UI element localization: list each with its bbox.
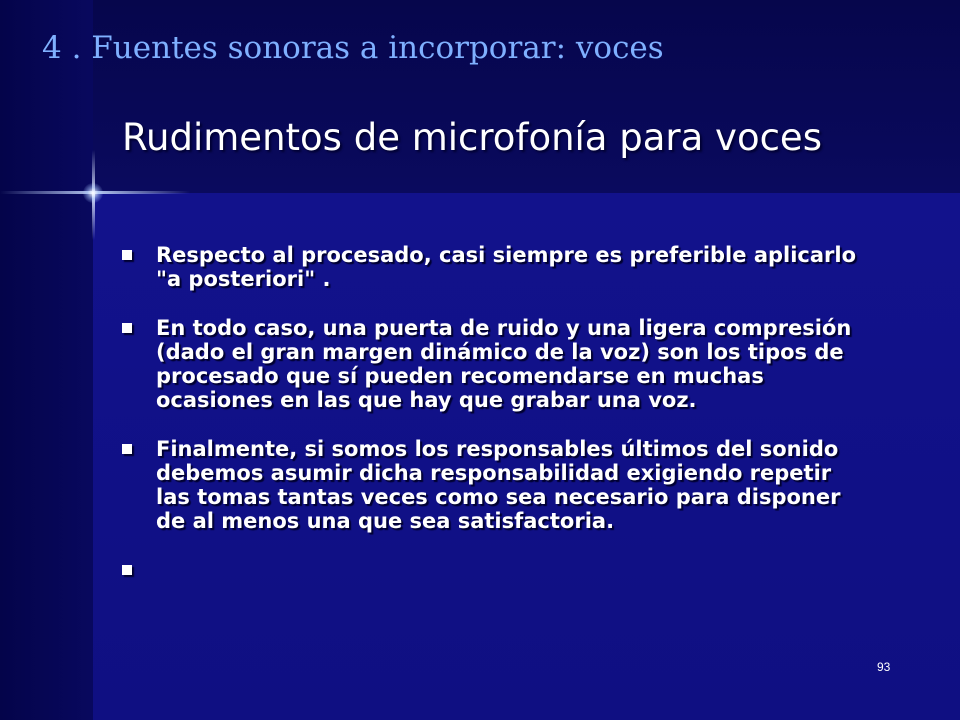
bullet-item — [118, 316, 858, 412]
bullet-item — [118, 243, 858, 291]
bullet-text: En todo caso, una puerta de ruido y una ligera compresión (dado el gran margen dinámico de la voz) son los tipos de procesado que sí pueden recomendarse en muchas ocasiones en las que hay que grabar una voz. — [156, 316, 852, 412]
square-bullet-icon — [122, 565, 132, 575]
bullet-text: Finalmente, si somos los responsables últimos del sonido debemos asumir dicha responsabilidad exigiendo repetir las tomas tantas veces como sea necesario para disponer de al menos una que sea satisfactoria. — [156, 437, 841, 533]
bullet-text: Respecto al procesado, casi siempre es preferible aplicarlo "a posteriori" . — [156, 243, 857, 291]
slide-title: Rudimentos de microfonía para voces — [122, 116, 822, 159]
bullet-item-empty — [118, 558, 858, 582]
header-band — [93, 0, 960, 193]
bullet-item — [118, 437, 858, 533]
square-bullet-icon — [122, 444, 132, 454]
light-flare-core — [83, 183, 103, 203]
left-decorative-band — [0, 0, 93, 720]
bullet-list — [118, 243, 858, 607]
square-bullet-icon — [122, 323, 132, 333]
section-heading: 4 . Fuentes sonoras a incorporar: voces — [42, 30, 664, 66]
square-bullet-icon — [122, 250, 132, 260]
page-number: 93 — [877, 660, 891, 674]
